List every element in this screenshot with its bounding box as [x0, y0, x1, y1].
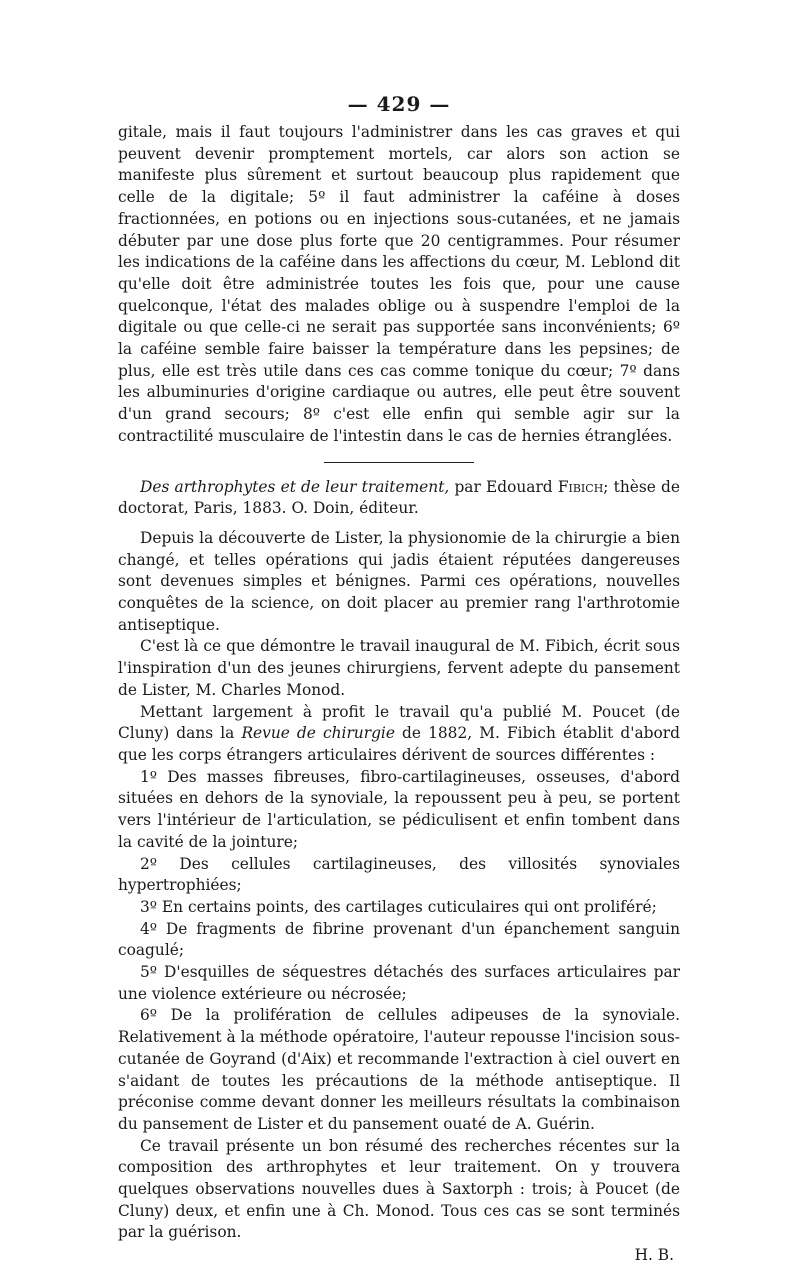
paragraph-inaugural-work: C'est là ce que démontre le travail inaugural de M. Fibich, écrit sous l'inspiration d'un des jeunes chirurgiens, fervent adepte du pansement de Lister, M. Charles Monod.	[118, 637, 680, 699]
paragraph-lister: Depuis la découverte de Lister, la physionomie de la chirurgie a bien changé, et telles opérations qui jadis étaient réputées dangereuses sont devenues simples et bénignes. Parmi ces opérations, nouvelles conquêtes de la science, on doit placer au premier rang l'arthrotomie antiseptique.	[118, 528, 680, 634]
paragraph-sources	[118, 702, 680, 767]
list-item-3: 3º En certains points, des cartilages cuticulaires qui ont proliféré;	[140, 897, 657, 916]
paragraph-summary: Ce travail présente un bon résumé des recherches récentes sur la composition des arthrophytes et leur traitement. On y trouvera quelques observations nouvelles dues à Saxtorph : trois; à Poucet (de Cluny) deux, et enfin une à Ch. Monod. Tous ces cas se sont terminés par la guérison.	[118, 1136, 680, 1242]
review-title: Des arthrophytes et de leur traitement,	[140, 477, 450, 496]
page-number: — 429 —	[347, 92, 451, 116]
paragraph-sources-tail: de 1882, M. Fibich établit d'abord que les corps étrangers articulaires dérivent de sources différentes :	[118, 724, 680, 764]
review-by: par Edouard	[449, 477, 558, 496]
signature: H. B.	[634, 1246, 674, 1265]
page	[118, 92, 680, 1266]
paragraph-sources-lead: Mettant largement à profit le travail qu'a publié M. Poucet (de Cluny) dans la	[118, 702, 680, 743]
list-item-5: 5º D'esquilles de séquestres détachés des surfaces articulaires par une violence extérieure ou nécrosée;	[118, 963, 680, 1003]
review-publication: ; thèse de doctorat, Paris, 1883. O. Doin, éditeur.	[118, 477, 680, 518]
paragraph-caffeine-continued: gitale, mais il faut toujours l'administrer dans les cas graves et qui peuvent devenir promptement mortels, car alors son action se manifeste plus sûrement et surtout beaucoup plus rapidement que celle de la digitale; 5º il faut administrer la caféine à doses fractionnées, en potions ou en injections sous-cutanées, et ne jamais débuter par une dose plus forte que 20 centigrammes. Pour résumer les indications de la caféine dans les affections du cœur, M. Leblond dit qu'elle doit être administrée toutes les fois que, pour une cause quelconque, l'état des malades oblige ou à suspendre l'emploi de la digitale ou que celle-ci ne serait pas supportée sans inconvénients; 6º la caféine semble faire baisser la température dans les pepsines; de plus, elle est très utile dans ces cas comme tonique du cœur; 7º dans les albuminuries d'origine cardiaque ou autres, elle peut être souvent d'un grand secours; 8º c'est elle enfin qui semble agir sur la contractilité musculaire de l'intestin dans le cas de hernies étranglées.	[118, 123, 680, 445]
journal-title: Revue de chirurgie	[241, 724, 395, 743]
review-heading	[118, 477, 680, 520]
list-item-1: 1º Des masses fibreuses, fibro-cartilagineuses, osseuses, d'abord situées en dehors de la synoviale, la repoussent peu à peu, se portent vers l'intérieur de l'articulation, se pédiculisent et enfin tombent dans la cavité de la jointure;	[118, 767, 680, 851]
list-item-2: 2º Des cellules cartilagineuses, des villosités synoviales hypertrophiées;	[118, 854, 680, 895]
list-item-4: 4º De fragments de fibrine provenant d'un épanchement sanguin coagulé;	[118, 919, 680, 960]
list-item-6: 6º De la prolifération de cellules adipeuses de la synoviale. Relativement à la méthode opératoire, l'auteur repousse l'incision sous-cutanée de Goyrand (d'Aix) et recommande l'extraction à ciel ouvert en s'aidant de toutes les précautions de la méthode antiseptique. Il préconise comme devant donner les meilleurs résultats la combinaison du pansement de Lister et du pansement ouaté de A. Guérin.	[118, 1006, 680, 1133]
section-divider	[324, 462, 474, 463]
review-author: Fibich	[557, 477, 604, 496]
